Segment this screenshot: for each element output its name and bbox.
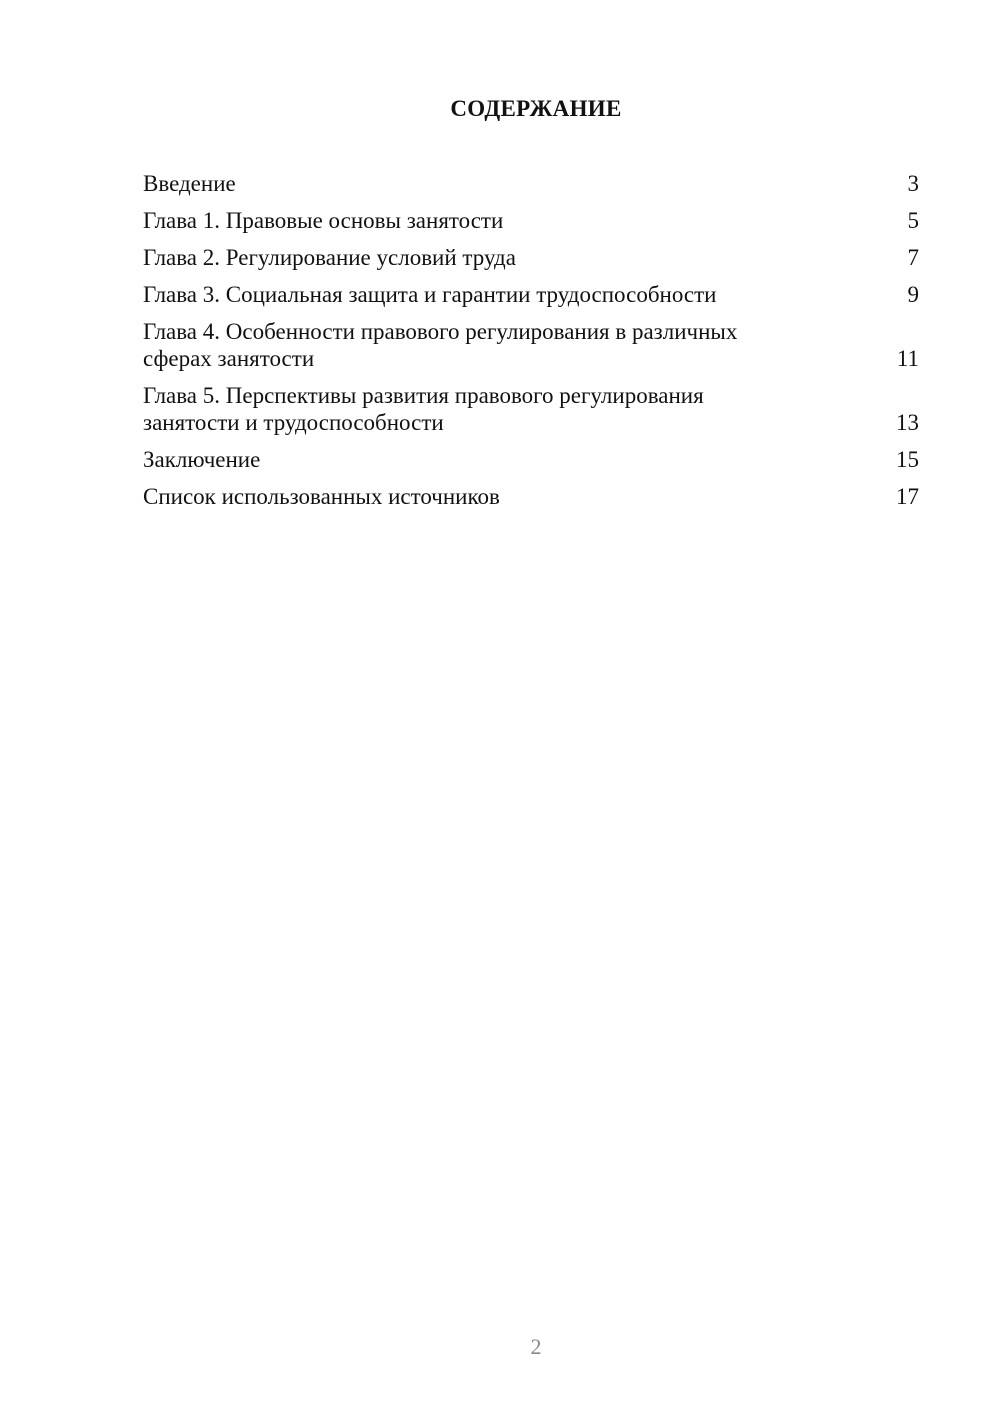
toc-entry-text: Глава 2. Регулирование условий труда — [143, 245, 516, 270]
toc-entry-chapter-3[interactable] — [143, 281, 919, 308]
toc-entry-text: Список использованных источников — [143, 484, 500, 509]
toc-entry-page: 13 — [896, 410, 919, 435]
toc-entry-chapter-1[interactable] — [143, 207, 919, 234]
page-title: СОДЕРЖАНИЕ — [450, 96, 622, 121]
toc-entry-page: 9 — [907, 282, 919, 307]
toc-entry-text: Глава 5. Перспективы развития правового регулирования занятости и трудоспособности — [143, 383, 704, 435]
table-of-contents — [143, 170, 919, 520]
toc-entry-references[interactable] — [143, 483, 919, 510]
toc-entry-text: Глава 3. Социальная защита и гарантии трудоспособности — [143, 282, 717, 307]
toc-entry-text: Заключение — [143, 447, 261, 472]
toc-entry-page: 7 — [907, 245, 919, 270]
toc-entry-page: 17 — [896, 484, 919, 509]
toc-entry-conclusion[interactable] — [143, 446, 919, 473]
toc-entry-text: Введение — [143, 171, 236, 196]
toc-entry-chapter-2[interactable] — [143, 244, 919, 271]
toc-entry-page: 15 — [896, 447, 919, 472]
toc-entry-page: 11 — [896, 346, 919, 371]
toc-entry-text: Глава 1. Правовые основы занятости — [143, 208, 504, 233]
toc-entry-text: Глава 4. Особенности правового регулирования в различных сферах занятости — [143, 319, 738, 371]
toc-entry-page: 5 — [907, 208, 919, 233]
toc-entry-chapter-4[interactable] — [143, 318, 919, 372]
toc-entry-introduction[interactable] — [143, 170, 919, 197]
toc-entry-chapter-5[interactable] — [143, 382, 919, 436]
page-number: 2 — [530, 1334, 542, 1359]
toc-entry-page: 3 — [907, 171, 919, 196]
